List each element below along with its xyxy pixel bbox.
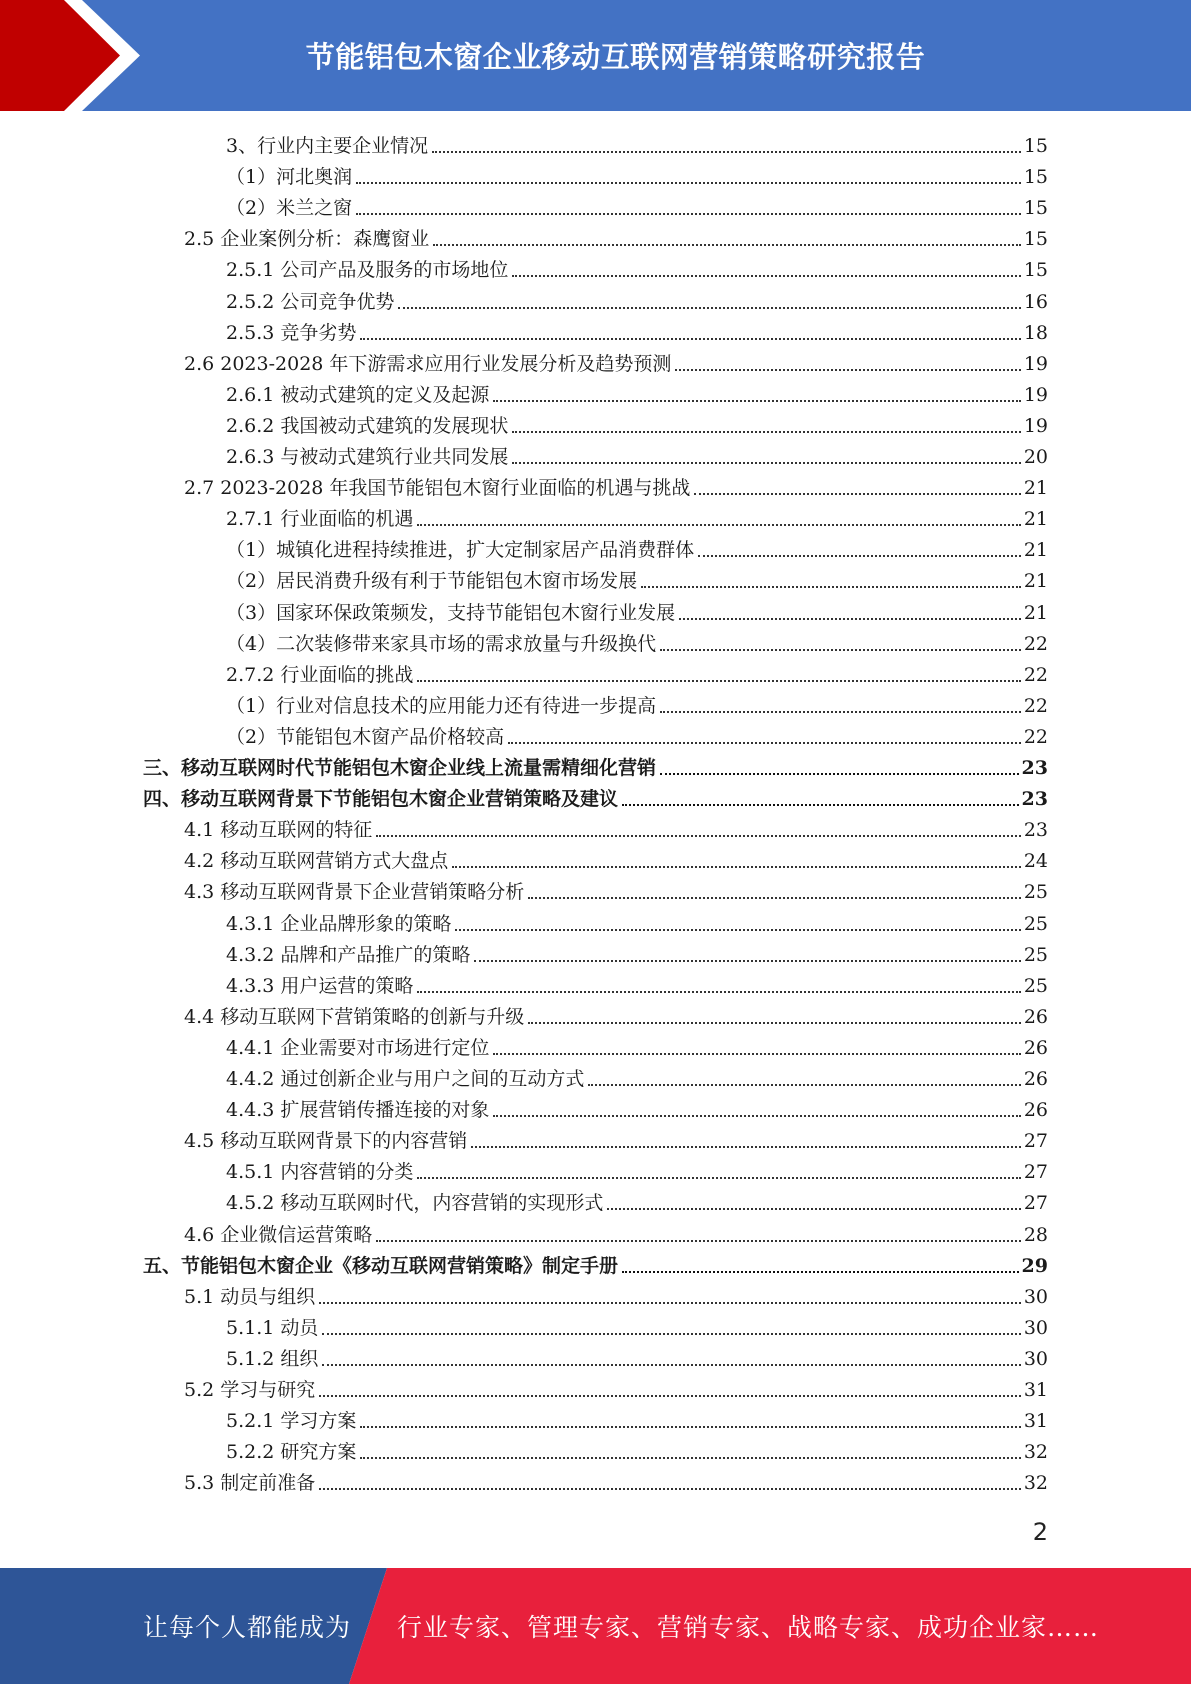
toc-entry-page: 21 [1023, 477, 1048, 500]
toc-dot-leader [528, 896, 1021, 899]
toc-entry[interactable] [184, 998, 1048, 1029]
toc-entry[interactable] [184, 842, 1048, 873]
toc-entry[interactable] [226, 687, 1048, 718]
toc-entry-page: 28 [1023, 1223, 1048, 1246]
toc-dot-leader [356, 181, 1021, 184]
toc-entry-page: 23 [1021, 757, 1048, 779]
toc-entry-label: 2.7.1 行业面临的机遇 [226, 508, 414, 531]
toc-entry[interactable] [226, 407, 1048, 438]
toc-entry-label: 4.4.1 企业需要对市场进行定位 [226, 1036, 490, 1059]
toc-entry-page: 31 [1023, 1379, 1048, 1401]
chevron-arrow-logo [0, 0, 160, 111]
toc-entry-page: 26 [1023, 1036, 1048, 1059]
toc-entry-label: 4.5.2 移动互联网时代，内容营销的实现形式 [226, 1192, 604, 1215]
toc-entry[interactable] [226, 1091, 1048, 1122]
toc-entry[interactable] [226, 438, 1048, 469]
toc-dot-leader [528, 1021, 1021, 1024]
toc-entry-label: 4.4.2 通过创新企业与用户之间的互动方式 [226, 1068, 585, 1090]
toc-entry-label: 2.6.2 我国被动式建筑的发展现状 [226, 414, 509, 437]
toc-entry-page: 22 [1023, 725, 1048, 748]
toc-dot-leader [417, 1176, 1020, 1179]
toc-entry-label: 5.2 学习与研究 [184, 1379, 316, 1401]
toc-dot-leader [641, 585, 1021, 588]
toc-entry-page: 19 [1023, 383, 1048, 406]
toc-entry[interactable] [226, 967, 1048, 998]
toc-entry-label: 2.5.2 公司竞争优势 [226, 290, 395, 313]
toc-entry-page: 15 [1023, 135, 1048, 157]
toc-dot-leader [432, 150, 1021, 153]
toc-dot-leader [694, 492, 1020, 495]
toc-entry-label: 4.5 移动互联网背景下的内容营销 [184, 1130, 468, 1153]
toc-entry-page: 15 [1023, 166, 1048, 189]
toc-entry[interactable] [226, 158, 1048, 189]
toc-entry-page: 26 [1023, 1068, 1048, 1090]
toc-entry[interactable] [184, 345, 1048, 376]
toc-dot-leader [493, 399, 1020, 402]
toc-entry[interactable] [226, 1029, 1048, 1060]
toc-entry-page: 22 [1023, 694, 1048, 717]
toc-entry-label: 三、移动互联网时代节能铝包木窗企业线上流量需精细化营销 [143, 757, 657, 779]
toc-dot-leader [660, 710, 1021, 713]
toc-entry-label: 4.4 移动互联网下营销策略的创新与升级 [184, 1005, 525, 1028]
toc-entry-page: 26 [1023, 1099, 1048, 1122]
toc-entry-label: 3、行业内主要企业情况 [226, 135, 429, 157]
toc-entry[interactable] [184, 220, 1048, 251]
toc-entry-page: 25 [1023, 974, 1048, 997]
toc-entry-label: 2.5.1 公司产品及服务的市场地位 [226, 259, 509, 282]
toc-entry-page: 27 [1023, 1192, 1048, 1215]
toc-entry-page: 21 [1023, 601, 1048, 624]
toc-dot-leader [356, 212, 1021, 215]
toc-entry-label: 4.3.2 品牌和产品推广的策略 [226, 943, 471, 966]
toc-dot-leader [675, 368, 1020, 371]
toc-entry[interactable] [226, 1153, 1048, 1184]
toc-entry[interactable] [226, 1060, 1048, 1091]
toc-entry-page: 30 [1023, 1285, 1048, 1308]
toc-entry[interactable] [184, 1464, 1048, 1495]
toc-entry[interactable] [226, 1433, 1048, 1464]
toc-entry-label: （2）居民消费升级有利于节能铝包木窗市场发展 [226, 570, 638, 593]
toc-entry-label: 2.7.2 行业面临的挑战 [226, 663, 414, 686]
toc-dot-leader [622, 803, 1019, 806]
toc-dot-leader [376, 834, 1021, 837]
toc-dot-leader [417, 990, 1020, 993]
toc-entry-page: 19 [1023, 414, 1048, 437]
toc-entry-page: 26 [1023, 1005, 1048, 1028]
toc-entry-label: 5.2.2 研究方案 [226, 1441, 357, 1464]
toc-entry-label: 5.2.1 学习方案 [226, 1410, 357, 1433]
toc-dot-leader [512, 461, 1020, 464]
toc-entry-page: 22 [1023, 632, 1048, 655]
toc-entry-label: 2.6.3 与被动式建筑行业共同发展 [226, 446, 509, 468]
toc-entry[interactable] [226, 656, 1048, 687]
footer-banner [0, 1568, 1191, 1684]
toc-entry-label: 2.5.3 竞争劣势 [226, 321, 357, 344]
toc-entry-label: （1）行业对信息技术的应用能力还有待进一步提高 [226, 694, 657, 717]
toc-entry-page: 18 [1023, 321, 1048, 344]
toc-entry-page: 24 [1023, 850, 1048, 873]
toc-dot-leader [512, 430, 1020, 433]
toc-entry[interactable] [226, 1402, 1048, 1433]
toc-dot-leader [660, 772, 1019, 775]
toc-entry-label: （1）城镇化进程持续推进，扩大定制家居产品消费群体 [226, 539, 695, 562]
toc-entry-page: 15 [1023, 259, 1048, 282]
toc-entry-label: 5.1.1 动员 [226, 1316, 319, 1339]
toc-entry-page: 23 [1023, 819, 1048, 842]
toc-dot-leader [360, 1456, 1020, 1459]
toc-entry[interactable] [226, 251, 1048, 282]
toc-entry-label: 四、移动互联网背景下节能铝包木窗企业营销策略及建议 [143, 788, 619, 811]
toc-entry[interactable] [226, 562, 1048, 593]
toc-entry-page: 19 [1023, 352, 1048, 375]
toc-entry-page: 25 [1023, 943, 1048, 966]
toc-entry-page: 16 [1023, 290, 1048, 313]
toc-dot-leader [417, 523, 1020, 526]
toc-entry-page: 30 [1023, 1347, 1048, 1370]
toc-dot-leader [376, 1239, 1021, 1242]
toc-entry[interactable] [143, 780, 1048, 811]
toc-entry[interactable] [226, 127, 1048, 158]
footer-slogan-right: 行业专家、管理专家、营销专家、战略专家、成功企业家…… [397, 1613, 1100, 1642]
toc-dot-leader [512, 274, 1020, 277]
toc-entry[interactable] [226, 314, 1048, 345]
toc-dot-leader [660, 648, 1021, 651]
toc-dot-leader [471, 1145, 1021, 1148]
toc-dot-leader [360, 337, 1020, 340]
toc-entry-page: 23 [1021, 788, 1048, 811]
toc-entry-page: 32 [1023, 1472, 1048, 1495]
toc-dot-leader [474, 959, 1020, 962]
toc-entry-label: 4.4.3 扩展营销传播连接的对象 [226, 1099, 490, 1122]
toc-entry[interactable] [184, 1371, 1048, 1402]
toc-entry-label: 4.3.1 企业品牌形象的策略 [226, 912, 452, 935]
toc-entry-label: 2.6.1 被动式建筑的定义及起源 [226, 383, 490, 406]
footer-slogan-left: 让每个人都能成为 [143, 1613, 352, 1642]
toc-entry[interactable] [184, 873, 1048, 904]
toc-entry[interactable] [226, 531, 1048, 562]
toc-entry-label: 2.7 2023-2028 年我国节能铝包木窗行业面临的机遇与挑战 [184, 477, 691, 500]
toc-entry-page: 32 [1023, 1441, 1048, 1464]
toc-entry-page: 22 [1023, 663, 1048, 686]
toc-entry-label: 4.6 企业微信运营策略 [184, 1223, 373, 1246]
toc-entry-page: 30 [1023, 1316, 1048, 1339]
toc-entry[interactable] [226, 189, 1048, 220]
toc-entry-label: 4.5.1 内容营销的分类 [226, 1161, 414, 1184]
toc-entry[interactable] [226, 718, 1048, 749]
toc-dot-leader [455, 928, 1020, 931]
toc-dot-leader [452, 865, 1021, 868]
toc-entry-page: 29 [1021, 1254, 1048, 1277]
toc-entry-label: 4.2 移动互联网营销方式大盘点 [184, 850, 449, 873]
toc-dot-leader [508, 741, 1021, 744]
toc-entry[interactable] [226, 376, 1048, 407]
toc-entry-page: 27 [1023, 1161, 1048, 1184]
toc-dot-leader [360, 1425, 1020, 1428]
toc-entry-label: 4.3 移动互联网背景下企业营销策略分析 [184, 881, 525, 904]
toc-entry-page: 21 [1023, 570, 1048, 593]
toc-dot-leader [417, 679, 1020, 682]
toc-entry[interactable] [226, 1309, 1048, 1340]
page-number: 2 [1032, 1518, 1048, 1546]
toc-entry[interactable] [226, 1340, 1048, 1371]
toc-entry[interactable] [143, 1247, 1048, 1278]
toc-dot-leader [698, 554, 1021, 557]
toc-entry-label: （4）二次装修带来家具市场的需求放量与升级换代 [226, 632, 657, 655]
toc-entry[interactable] [226, 905, 1048, 936]
report-title: 节能铝包木窗企业移动互联网营销策略研究报告 [305, 40, 926, 74]
toc-dot-leader [607, 1207, 1020, 1210]
toc-entry-label: （3）国家环保政策频发，支持节能铝包木窗行业发展 [226, 601, 676, 624]
toc-dot-leader [322, 1332, 1020, 1335]
toc-entry-label: （2）节能铝包木窗产品价格较高 [226, 725, 505, 748]
toc-entry-page: 25 [1023, 912, 1048, 935]
toc-entry[interactable] [184, 1216, 1048, 1247]
toc-entry-page: 15 [1023, 197, 1048, 220]
toc-entry[interactable] [226, 283, 1048, 314]
toc-entry-label: 五、节能铝包木窗企业《移动互联网营销策略》制定手册 [143, 1254, 619, 1277]
toc-dot-leader [398, 306, 1020, 309]
toc-entry-label: 5.1 动员与组织 [184, 1285, 316, 1308]
toc-entry-label: 4.3.3 用户运营的策略 [226, 974, 414, 997]
toc-entry-label: （1）河北奥润 [226, 166, 353, 189]
toc-dot-leader [319, 1301, 1021, 1304]
toc-entry-label: 4.1 移动互联网的特征 [184, 819, 373, 842]
toc-dot-leader [622, 1270, 1019, 1273]
toc-entry[interactable] [184, 1122, 1048, 1153]
toc-entry-label: 2.6 2023-2028 年下游需求应用行业发展分析及趋势预测 [184, 352, 672, 375]
toc-entry-page: 21 [1023, 539, 1048, 562]
toc-dot-leader [433, 243, 1021, 246]
header-banner [0, 0, 1191, 111]
toc-entry-page: 31 [1023, 1410, 1048, 1433]
toc-entry[interactable] [184, 811, 1048, 842]
toc-dot-leader [588, 1083, 1020, 1086]
toc-entry[interactable] [143, 749, 1048, 780]
toc-entry-label: 5.1.2 组织 [226, 1347, 319, 1370]
toc-entry-page: 27 [1023, 1130, 1048, 1153]
toc-dot-leader [319, 1394, 1021, 1397]
toc-entry-page: 25 [1023, 881, 1048, 904]
toc-entry[interactable] [184, 1278, 1048, 1309]
toc-entry-page: 15 [1023, 228, 1048, 251]
toc-dot-leader [493, 1114, 1020, 1117]
toc-entry-label: 5.3 制定前准备 [184, 1472, 316, 1495]
toc-entry-page: 20 [1023, 446, 1048, 468]
toc-dot-leader [679, 617, 1021, 620]
toc-entry-page: 21 [1023, 508, 1048, 531]
toc-dot-leader [322, 1363, 1020, 1366]
toc-dot-leader [319, 1487, 1021, 1490]
toc-entry[interactable] [184, 469, 1048, 500]
toc-entry[interactable] [226, 1184, 1048, 1215]
toc-entry[interactable] [226, 625, 1048, 656]
toc-dot-leader [493, 1052, 1020, 1055]
toc-entry-label: 2.5 企业案例分析：森鹰窗业 [184, 228, 430, 251]
toc-entry-label: （2）米兰之窗 [226, 197, 353, 220]
toc-entry[interactable] [226, 594, 1048, 625]
toc-entry[interactable] [226, 500, 1048, 531]
toc-entry[interactable] [226, 936, 1048, 967]
